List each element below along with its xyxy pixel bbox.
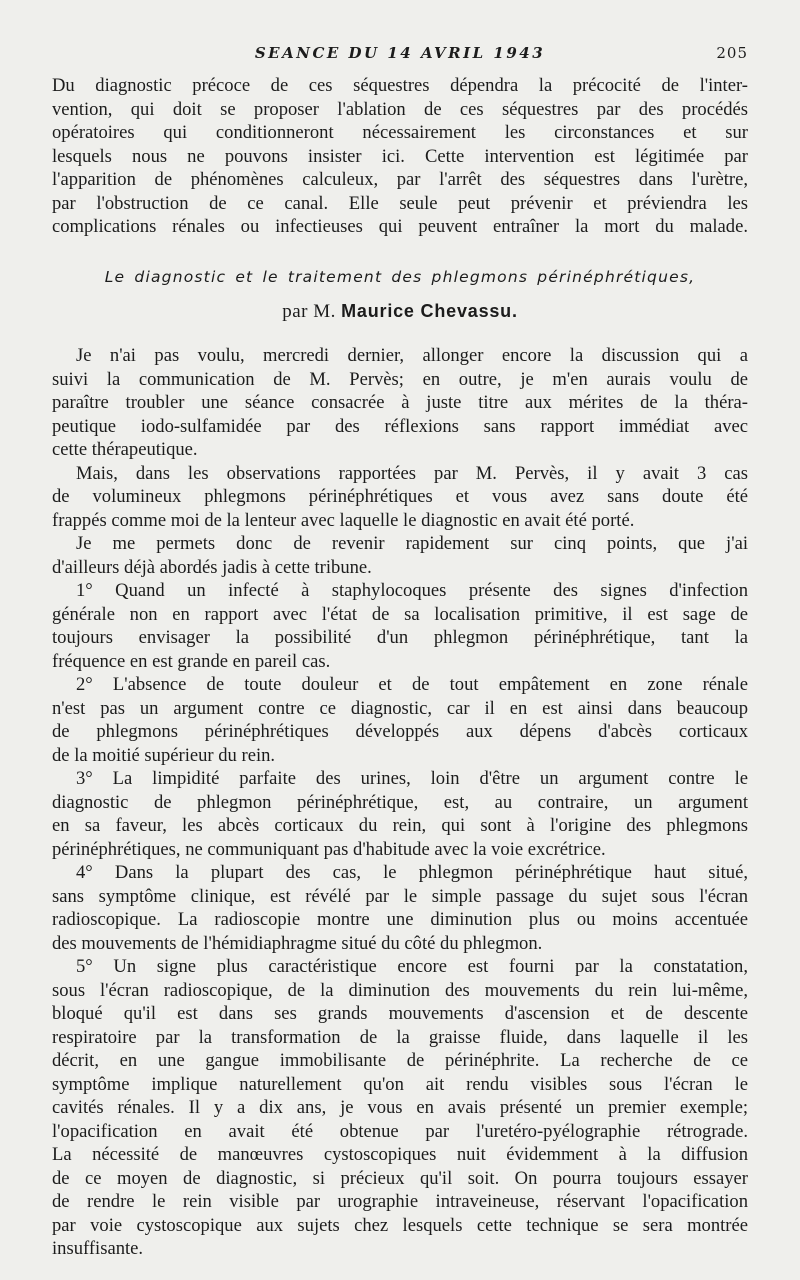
text-line: Je n'ai pas voulu, mercredi dernier, allonger encore la discussion qui a [76, 345, 748, 366]
text-line: fréquence en est grande en pareil cas. [52, 650, 331, 672]
text-line: l'opacification en avait été obtenue par l'uretéro-pyélographie rétrograde. [52, 1120, 748, 1142]
text-line: frappés comme moi de la lenteur avec laquelle le diagnostic en avait été porté. [52, 509, 635, 531]
text-line: en sa faveur, les abcès corticaux du rein, qui sont à l'origine des phlegmons [52, 815, 748, 836]
text-line: respiratoire par la transformation de la graisse fluide, dans laquelle il les [52, 1026, 748, 1048]
text-line: sous l'écran radioscopique, de la diminution des mouvements du rein lui-même, [52, 979, 748, 1001]
text-line: bloqué qu'il est dans ses grands mouvements d'ascension et de descente [52, 1003, 748, 1024]
byline-prefix: par M. [282, 301, 336, 322]
text-line: Mais, dans les observations rapportées par M. Pervès, il y avait 3 cas [76, 462, 748, 484]
text-line: sans symptôme clinique, est révélé par le simple passage du sujet sous l'écran [52, 885, 748, 907]
text-line: suivi la communication de M. Pervès; en outre, je m'en aurais voulu de [52, 368, 748, 390]
author-name: Maurice Chevassu. [341, 301, 518, 321]
text-line: Je me permets donc de revenir rapidement sur cinq points, que j'ai [76, 533, 748, 554]
text-line: 5° Un signe plus caractéristique encore est fourni par la constatation, [76, 956, 748, 977]
text-line: de la moitié supérieur du rein. [52, 744, 276, 766]
text-line: vention, qui doit se proposer l'ablation de ces séquestres par des procédés [52, 98, 748, 120]
text-line: cette thérapeutique. [52, 439, 198, 460]
text-line: de volumineux phlegmons périnéphrétiques et vous avez sans doute été [52, 486, 748, 507]
text-line: 2° L'absence de toute douleur et de tout empâtement en zone rénale [76, 674, 748, 695]
section-title: Le diagnostic et le traitement des phlegmons périnéphrétiques, [104, 268, 696, 286]
text-line: complications rénales ou infectieuses qui peuvent entraîner la mort du malade. [52, 216, 748, 237]
running-title: SEANCE DU 14 AVRIL 1943 [254, 44, 546, 62]
running-header [52, 44, 748, 68]
text-line: décrit, en une gangue immobilisante de périnéphrite. La recherche de ce [52, 1050, 748, 1071]
text-line: 4° Dans la plupart des cas, le phlegmon périnéphrétique haut situé, [76, 862, 748, 883]
text-line: radioscopique. La radioscopie montre une diminution plus ou moins accentuée [52, 909, 748, 930]
text-line: de ce moyen de diagnostic, si précieux qu'il soit. On pourra toujours essayer [52, 1167, 748, 1189]
text-line: cavités rénales. Il y a dix ans, je vous en avais présenté un premier exemple; [52, 1097, 748, 1118]
text-line: diagnostic de phlegmon périnéphrétique, est, au contraire, un argument [52, 791, 748, 813]
text-line: périnéphrétiques, ne communiquant pas d'habitude avec la voie excrétrice. [52, 838, 606, 860]
text-line: paraître troubler une séance consacrée à juste titre aux mérites de la théra- [52, 392, 748, 413]
text-line: La nécessité de manœuvres cystoscopiques nuit évidemment à la diffusion [52, 1144, 748, 1165]
page-number: 205 [716, 44, 748, 62]
text-line: toujours envisager la possibilité d'un phlegmon périnéphrétique, tant la [52, 627, 748, 648]
author-byline [52, 301, 748, 323]
text-line: par voie cystoscopique aux sujets chez lesquels cette technique se sera montrée [52, 1214, 748, 1236]
text-line: peutique iodo-sulfamidée par des réflexions sans rapport immédiat avec [52, 415, 748, 437]
text-line: par l'obstruction de ce canal. Elle seule peut prévenir et préviendra les [52, 192, 748, 214]
text-line: insuffisante. [52, 1238, 144, 1259]
text-line: Du diagnostic précoce de ces séquestres dépendra la précocité de l'inter- [52, 75, 748, 96]
text-line: générale non en rapport avec l'état de sa localisation primitive, il est sage de [52, 603, 748, 625]
text-line: d'ailleurs déjà abordés jadis à cette tribune. [52, 556, 372, 578]
text-line: 1° Quand un infecté à staphylocoques présente des signes d'infection [76, 580, 748, 601]
text-line: des mouvements de l'hémidiaphragme situé du côté du phlegmon. [52, 932, 543, 954]
text-line: n'est pas un argument contre ce diagnostic, car il en est ainsi dans beaucoup [52, 697, 748, 719]
intro-paragraph [52, 74, 748, 239]
text-line: 3° La limpidité parfaite des urines, loin d'être un argument contre le [76, 768, 748, 789]
text-line: lesquels nous ne pouvons insister ici. Cette intervention est légitimée par [52, 145, 748, 167]
text-line: de phlegmons périnéphrétiques développés aux dépens d'abcès corticaux [52, 721, 748, 742]
article-body [52, 344, 748, 1261]
text-line: l'apparition de phénomènes calculeux, par l'arrêt des séquestres dans l'urètre, [52, 169, 748, 190]
text-line: symptôme implique naturellement qu'on ait rendu visibles sous l'écran le [52, 1073, 748, 1095]
text-line: opératoires qui conditionneront nécessairement les circonstances et sur [52, 122, 748, 143]
text-line: de rendre le rein visible par urographie intraveineuse, réservant l'opacification [52, 1191, 748, 1212]
